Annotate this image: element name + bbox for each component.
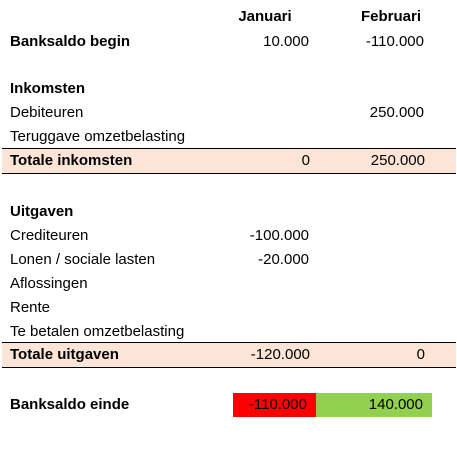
column-header-februari: Februari xyxy=(360,8,421,25)
header-row xyxy=(0,5,457,29)
table-row xyxy=(0,224,457,248)
row-label: Debiteuren xyxy=(10,104,84,121)
begin-balance-februari: -110.000 xyxy=(365,33,424,50)
total-income-februari: 250.000 xyxy=(370,152,425,169)
end-balance-januari-cell xyxy=(233,393,316,417)
row-februari: 250.000 xyxy=(369,104,424,121)
row-januari: -100.000 xyxy=(249,227,309,244)
begin-balance-row xyxy=(0,30,457,54)
begin-balance-label: Banksaldo begin xyxy=(10,33,131,50)
total-income-row xyxy=(2,148,456,174)
total-income-januari: 0 xyxy=(301,152,310,169)
total-income-label: Totale inkomsten xyxy=(10,152,133,169)
total-expenses-row xyxy=(2,342,456,368)
end-balance-januari: -110.000 xyxy=(248,396,307,413)
table-row xyxy=(0,296,457,320)
row-label: Lonen / sociale lasten xyxy=(10,251,156,268)
income-heading: Inkomsten xyxy=(10,80,86,97)
row-label: Teruggave omzetbelasting xyxy=(10,128,186,145)
expenses-heading: Uitgaven xyxy=(10,203,74,220)
begin-balance-januari: 10.000 xyxy=(263,33,309,50)
row-label: Rente xyxy=(10,299,51,316)
table-row xyxy=(0,248,457,272)
end-balance-februari-cell xyxy=(316,393,432,417)
table-row xyxy=(0,272,457,296)
total-expenses-januari: -120.000 xyxy=(250,346,310,363)
expenses-heading-row xyxy=(0,200,457,224)
row-januari: -20.000 xyxy=(258,251,309,268)
row-label: Te betalen omzetbelasting xyxy=(10,323,185,340)
row-label: Aflossingen xyxy=(10,275,88,292)
row-label: Crediteuren xyxy=(10,227,89,244)
total-expenses-februari: 0 xyxy=(416,346,425,363)
table-row xyxy=(0,125,457,149)
column-header-januari: Januari xyxy=(238,8,292,25)
end-balance-label: Banksaldo einde xyxy=(10,396,130,413)
income-heading-row xyxy=(0,77,457,101)
table-row xyxy=(0,101,457,125)
table-row xyxy=(0,320,457,344)
total-expenses-label: Totale uitgaven xyxy=(10,346,119,363)
end-balance-februari: 140.000 xyxy=(368,396,423,413)
